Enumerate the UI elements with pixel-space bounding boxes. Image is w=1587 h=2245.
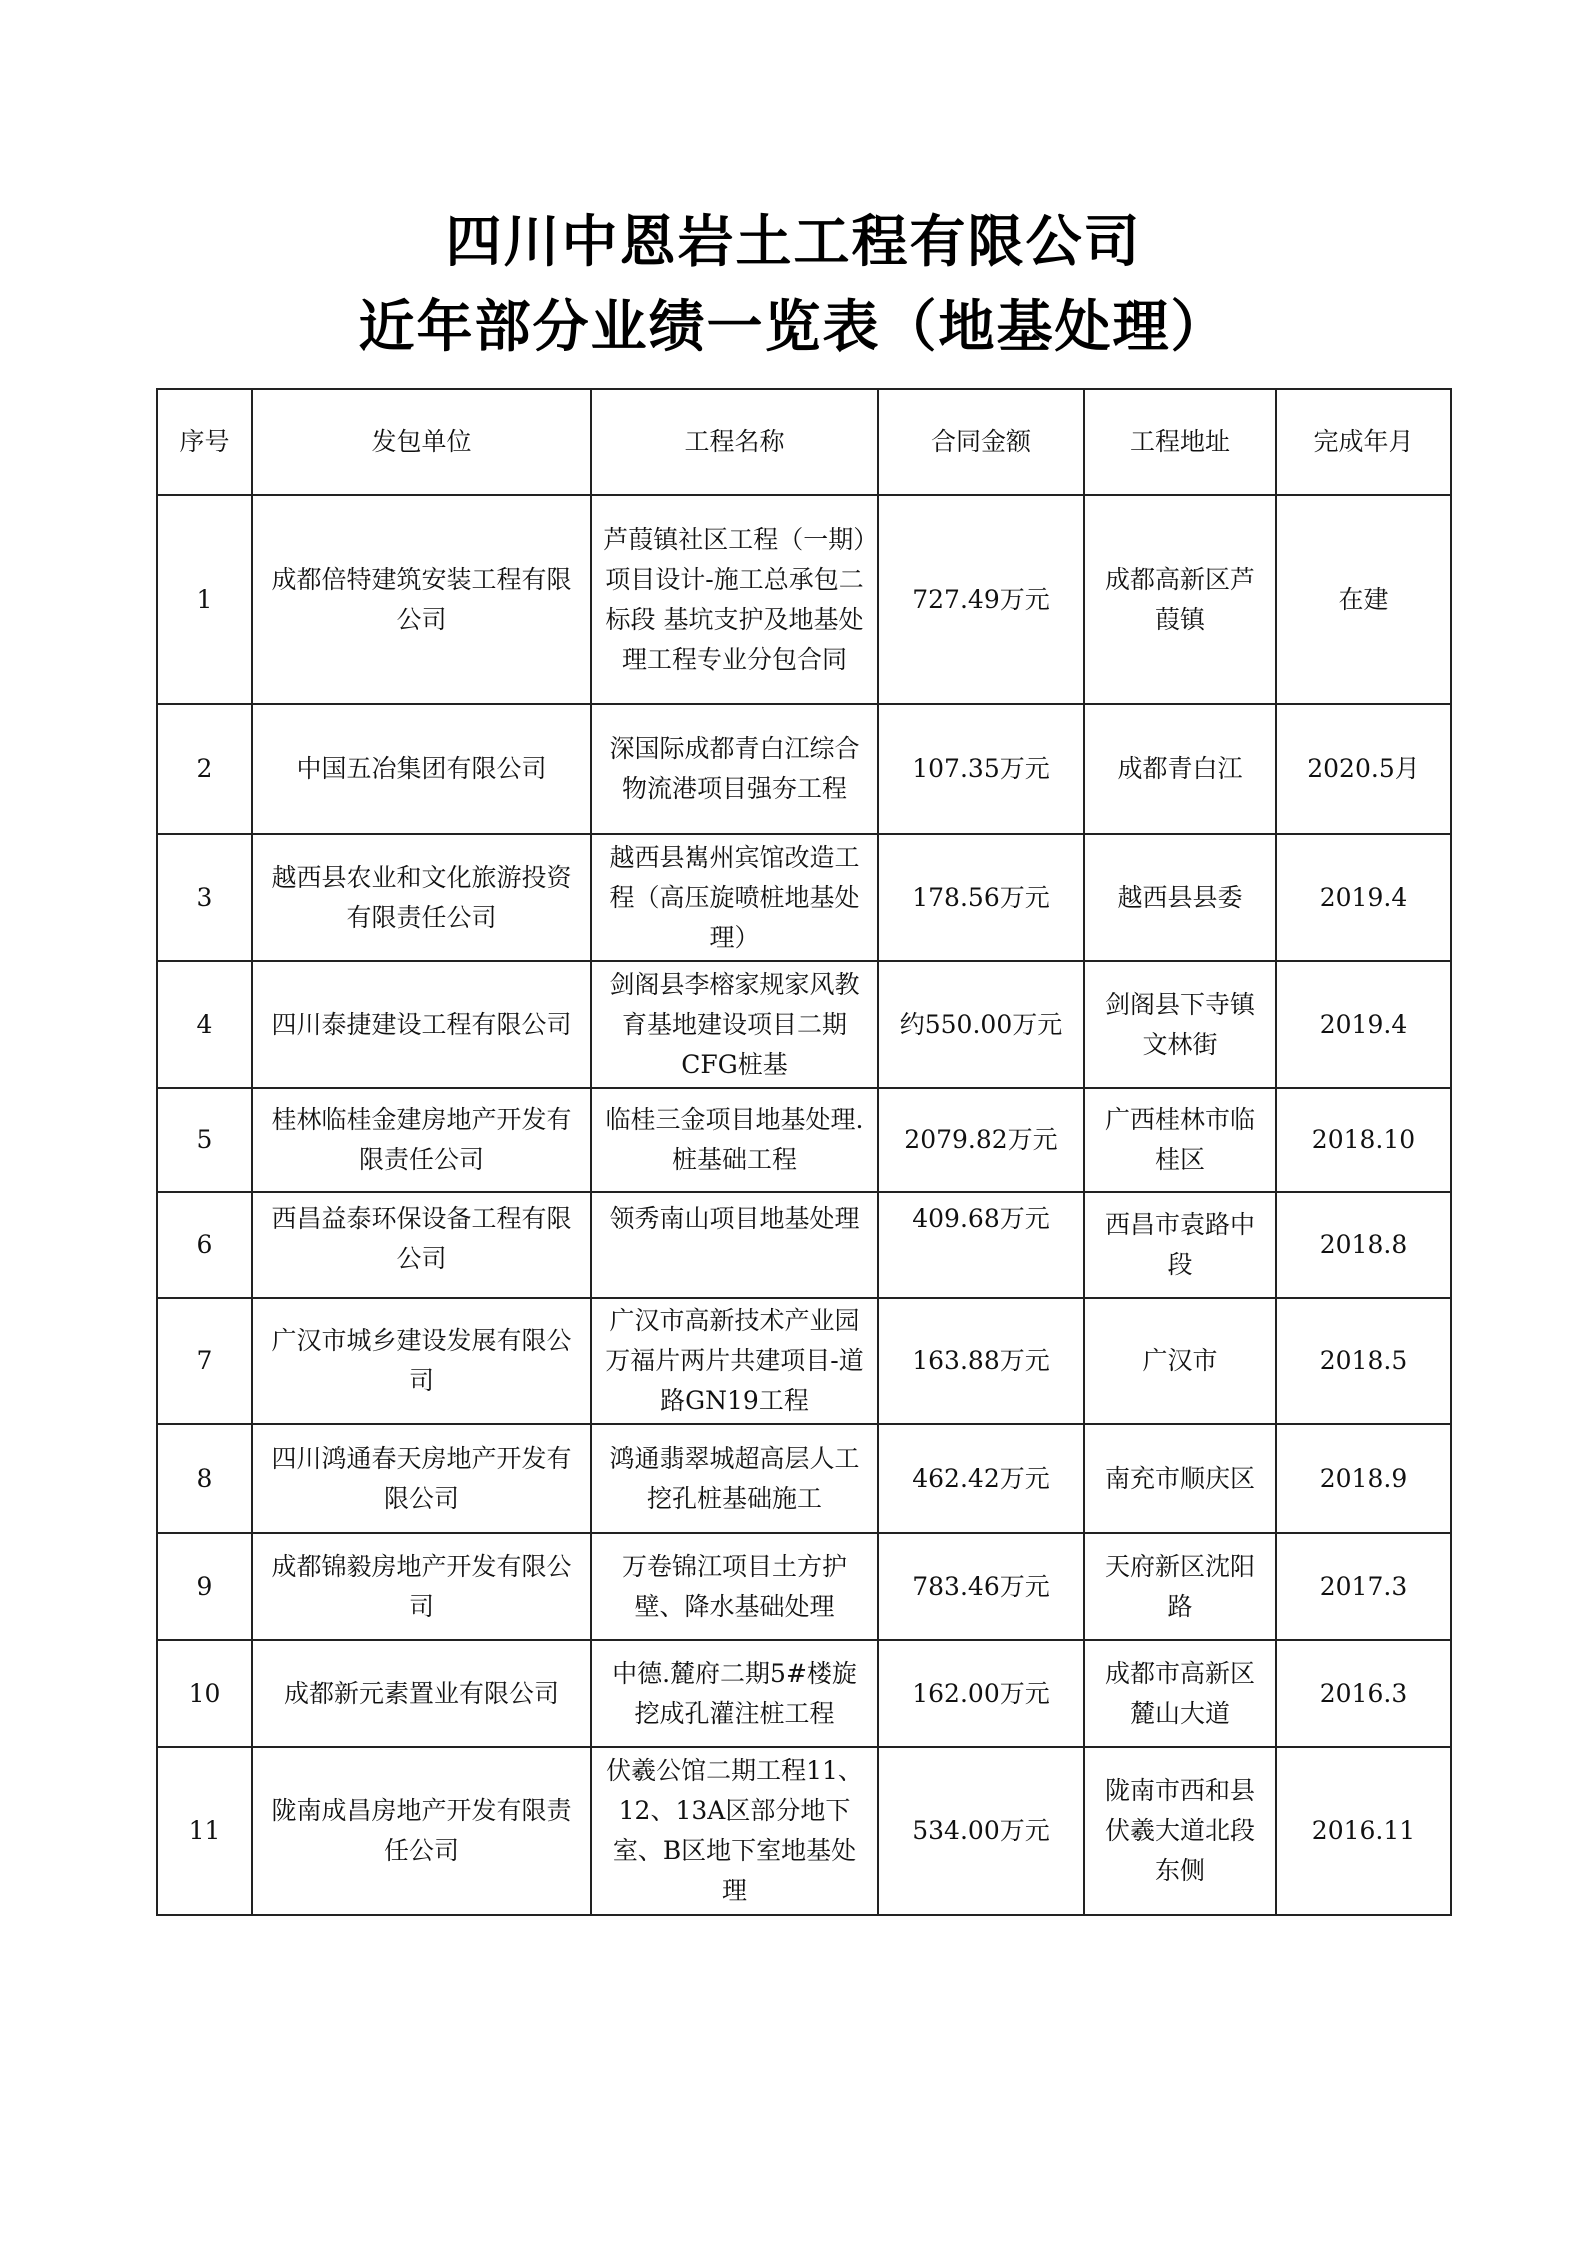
cell-client: 四川泰捷建设工程有限公司	[252, 961, 591, 1088]
header-date: 完成年月	[1276, 389, 1451, 495]
cell-client: 成都新元素置业有限公司	[252, 1640, 591, 1747]
cell-client: 广汉市城乡建设发展有限公司	[252, 1298, 591, 1424]
cell-client: 中国五冶集团有限公司	[252, 704, 591, 834]
header-project: 工程名称	[591, 389, 878, 495]
cell-date: 2019.4	[1276, 834, 1451, 961]
cell-amount: 783.46万元	[878, 1533, 1084, 1640]
table-row	[157, 1298, 1451, 1424]
cell-amount: 178.56万元	[878, 834, 1084, 961]
cell-address: 剑阁县下寺镇文林街	[1084, 961, 1276, 1088]
cell-amount: 163.88万元	[878, 1298, 1084, 1424]
cell-date: 2017.3	[1276, 1533, 1451, 1640]
table-header-row	[157, 389, 1451, 495]
cell-no: 8	[157, 1424, 252, 1533]
cell-date: 2016.11	[1276, 1747, 1451, 1915]
cell-client: 西昌益泰环保设备工程有限公司	[252, 1192, 591, 1298]
cell-date: 2016.3	[1276, 1640, 1451, 1747]
cell-no: 7	[157, 1298, 252, 1424]
cell-project: 剑阁县李榕家规家风教育基地建设项目二期CFG桩基	[591, 961, 878, 1088]
cell-client: 成都锦毅房地产开发有限公司	[252, 1533, 591, 1640]
cell-address: 南充市顺庆区	[1084, 1424, 1276, 1533]
table-row	[157, 1088, 1451, 1192]
cell-no: 3	[157, 834, 252, 961]
cell-amount: 409.68万元	[878, 1192, 1084, 1298]
cell-date: 2018.5	[1276, 1298, 1451, 1424]
cell-amount: 2079.82万元	[878, 1088, 1084, 1192]
cell-no: 2	[157, 704, 252, 834]
cell-date: 2020.5月	[1276, 704, 1451, 834]
cell-no: 4	[157, 961, 252, 1088]
header-address: 工程地址	[1084, 389, 1276, 495]
cell-client: 桂林临桂金建房地产开发有限责任公司	[252, 1088, 591, 1192]
cell-address: 西昌市袁路中段	[1084, 1192, 1276, 1298]
cell-project: 芦葭镇社区工程（一期）项目设计-施工总承包二标段 基坑支护及地基处理工程专业分包合同	[591, 495, 878, 704]
cell-project: 鸿通翡翠城超高层人工挖孔桩基础施工	[591, 1424, 878, 1533]
cell-address: 广西桂林市临桂区	[1084, 1088, 1276, 1192]
cell-amount: 107.35万元	[878, 704, 1084, 834]
cell-amount: 约550.00万元	[878, 961, 1084, 1088]
table-row	[157, 1192, 1451, 1298]
header-client: 发包单位	[252, 389, 591, 495]
cell-project: 万卷锦江项目土方护壁、降水基础处理	[591, 1533, 878, 1640]
table-row	[157, 1424, 1451, 1533]
cell-project: 越西县嶲州宾馆改造工程（高压旋喷桩地基处理）	[591, 834, 878, 961]
table-row	[157, 1533, 1451, 1640]
cell-address: 越西县县委	[1084, 834, 1276, 961]
cell-no: 11	[157, 1747, 252, 1915]
document-subtitle: 近年部分业绩一览表（地基处理）	[358, 295, 1229, 360]
table-row	[157, 834, 1451, 961]
cell-project: 中德.麓府二期5#楼旋挖成孔灌注桩工程	[591, 1640, 878, 1747]
cell-no: 6	[157, 1192, 252, 1298]
header-no: 序号	[157, 389, 252, 495]
cell-no: 1	[157, 495, 252, 704]
cell-client: 陇南成昌房地产开发有限责任公司	[252, 1747, 591, 1915]
cell-address: 成都青白江	[1084, 704, 1276, 834]
cell-amount: 727.49万元	[878, 495, 1084, 704]
cell-address: 成都市高新区麓山大道	[1084, 1640, 1276, 1747]
cell-client: 越西县农业和文化旅游投资有限责任公司	[252, 834, 591, 961]
cell-project: 临桂三金项目地基处理.桩基础工程	[591, 1088, 878, 1192]
cell-amount: 162.00万元	[878, 1640, 1084, 1747]
cell-address: 广汉市	[1084, 1298, 1276, 1424]
cell-date: 2018.9	[1276, 1424, 1451, 1533]
cell-project: 伏羲公馆二期工程11、12、13A区部分地下室、B区地下室地基处理	[591, 1747, 878, 1915]
cell-project: 广汉市高新技术产业园万福片两片共建项目-道路GN19工程	[591, 1298, 878, 1424]
document-title: 四川中恩岩土工程有限公司	[445, 210, 1142, 275]
cell-date: 2019.4	[1276, 961, 1451, 1088]
table-row	[157, 1747, 1451, 1915]
cell-address: 成都高新区芦葭镇	[1084, 495, 1276, 704]
cell-project: 领秀南山项目地基处理	[591, 1192, 878, 1298]
table-row	[157, 704, 1451, 834]
cell-date: 在建	[1276, 495, 1451, 704]
performance-table	[156, 388, 1452, 1916]
cell-date: 2018.10	[1276, 1088, 1451, 1192]
header-amount: 合同金额	[878, 389, 1084, 495]
cell-address: 天府新区沈阳路	[1084, 1533, 1276, 1640]
cell-client: 成都倍特建筑安装工程有限公司	[252, 495, 591, 704]
cell-project: 深国际成都青白江综合物流港项目强夯工程	[591, 704, 878, 834]
cell-no: 5	[157, 1088, 252, 1192]
cell-no: 10	[157, 1640, 252, 1747]
cell-client: 四川鸿通春天房地产开发有限公司	[252, 1424, 591, 1533]
cell-address: 陇南市西和县伏羲大道北段东侧	[1084, 1747, 1276, 1915]
cell-date: 2018.8	[1276, 1192, 1451, 1298]
table-row	[157, 961, 1451, 1088]
cell-no: 9	[157, 1533, 252, 1640]
table-row	[157, 1640, 1451, 1747]
cell-amount: 462.42万元	[878, 1424, 1084, 1533]
table-row	[157, 495, 1451, 704]
cell-amount: 534.00万元	[878, 1747, 1084, 1915]
